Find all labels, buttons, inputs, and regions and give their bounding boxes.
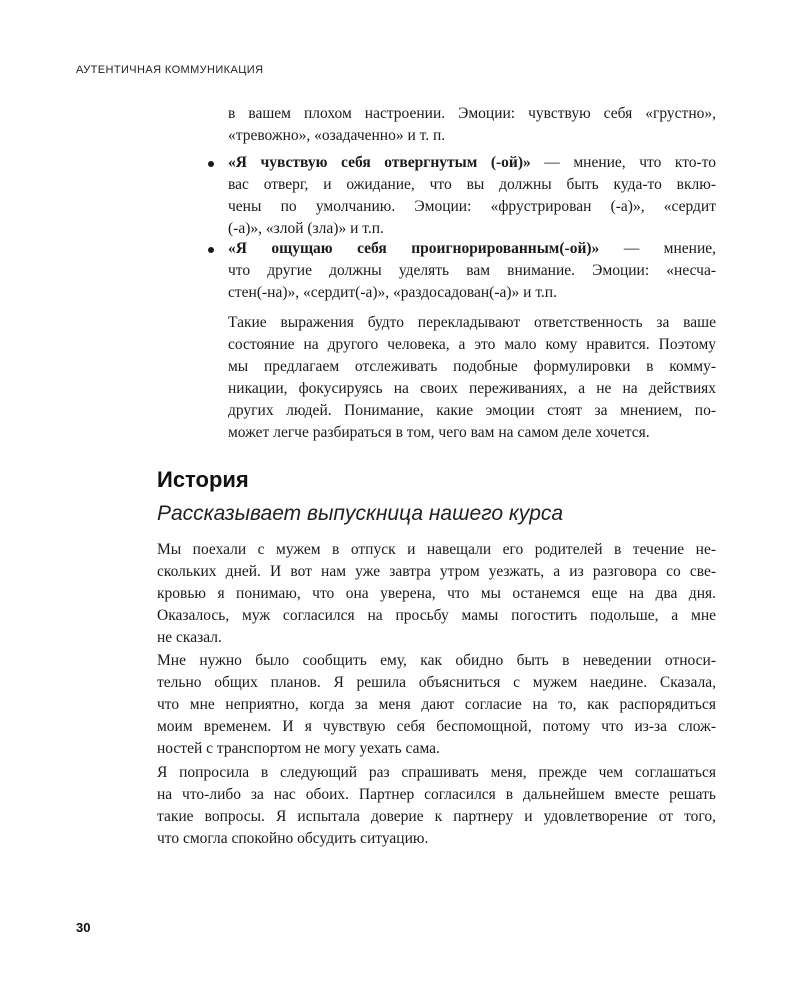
- text-line: скольких дней. И вот нам уже завтра утром уезжать, а из разговора со све-: [157, 563, 716, 580]
- bullet-term: «Я ощущаю себя проигнорированным(-ой)»: [228, 240, 600, 257]
- text-line: «тревожно», «озадаченно» и т. п.: [228, 127, 446, 144]
- text-line: Оказалось, муж согласился на просьбу мамы погостить подольше, а мне: [157, 607, 716, 624]
- text-line: Такие выражения будто перекладывают ответственность за ваше: [228, 314, 716, 331]
- page-number: 30: [76, 920, 91, 935]
- running-header: АУТЕНТИЧНАЯ КОММУНИКАЦИЯ: [76, 64, 264, 76]
- text-line: стен(-на)», «сердит(-а)», «раздосадован(-а)» и т.п.: [228, 284, 557, 301]
- story-paragraph: [157, 762, 716, 850]
- story-paragraph: [157, 650, 716, 760]
- text-line: состояние на другого человека, а это мало кому нравится. Поэтому: [228, 336, 716, 353]
- bullet-marker: [208, 161, 214, 167]
- text-line: на что-либо за нас обоих. Партнер согласился в дальнейшем вместе решать: [157, 786, 716, 803]
- text-line: вас отверг, и ожидание, что вы должны быть куда-то вклю-: [228, 176, 716, 193]
- text-line: [228, 238, 716, 260]
- text-line: в вашем плохом настроении. Эмоции: чувствую себя «грустно»,: [228, 105, 716, 122]
- text-line: [228, 152, 716, 174]
- text-line: что смогла спокойно обсудить ситуацию.: [157, 830, 429, 847]
- bullet-continuation: [228, 103, 716, 147]
- story-paragraph: [157, 539, 716, 649]
- text-line: никации, фокусируясь на своих переживаниях, а не на действиях: [228, 380, 716, 397]
- text-line: такие вопросы. Я испытала доверие к партнеру и удовлетворение от того,: [157, 808, 716, 825]
- bullet-marker: [208, 247, 214, 253]
- text-line: Мы поехали с мужем в отпуск и навещали его родителей в течение не-: [157, 541, 716, 558]
- summary-paragraph: [228, 312, 716, 444]
- section-subheading: Рассказывает выпускница нашего курса: [157, 502, 564, 525]
- text-line: кровью я понимаю, что она уверена, что мы останемся еще на два дня.: [157, 585, 716, 602]
- bullet-term: «Я чувствую себя отвергнутым (-ой)»: [228, 154, 531, 171]
- text-line: (-а)», «злой (зла)» и т.п.: [228, 220, 384, 237]
- text-line: ностей с транспортом не могу уехать сама.: [157, 740, 440, 757]
- text-line: не сказал.: [157, 629, 222, 646]
- bullet-item-ignored: [228, 238, 716, 304]
- text-line: других людей. Понимание, какие эмоции стоят за мнением, по-: [228, 402, 716, 419]
- text-line: моим временем. И я чувствую себя беспомощной, потому что из-за слож-: [157, 718, 716, 735]
- bullet-term-rest: — мнение,: [599, 240, 717, 257]
- section-heading: История: [157, 467, 249, 492]
- bullet-term-rest: — мнение, что кто-то: [530, 154, 716, 171]
- text-line: что мне неприятно, когда за меня дают согласие на то, как распорядиться: [157, 696, 716, 713]
- text-line: чены по умолчанию. Эмоции: «фрустрирован (-а)», «сердит: [228, 198, 716, 215]
- text-line: Я попросила в следующий раз спрашивать меня, прежде чем соглашаться: [157, 764, 716, 781]
- bullet-item-rejected: [228, 152, 716, 240]
- text-line: мы предлагаем отслеживать подобные формулировки в комму-: [228, 358, 716, 375]
- text-line: Мне нужно было сообщить ему, как обидно быть в неведении относи-: [157, 652, 716, 669]
- text-line: может легче разбираться в том, чего вам на самом деле хочется.: [228, 424, 650, 441]
- text-line: тельно общих планов. Я решила объясниться с мужем наедине. Сказала,: [157, 674, 716, 691]
- text-line: что другие должны уделять вам внимание. Эмоции: «несча-: [228, 262, 716, 279]
